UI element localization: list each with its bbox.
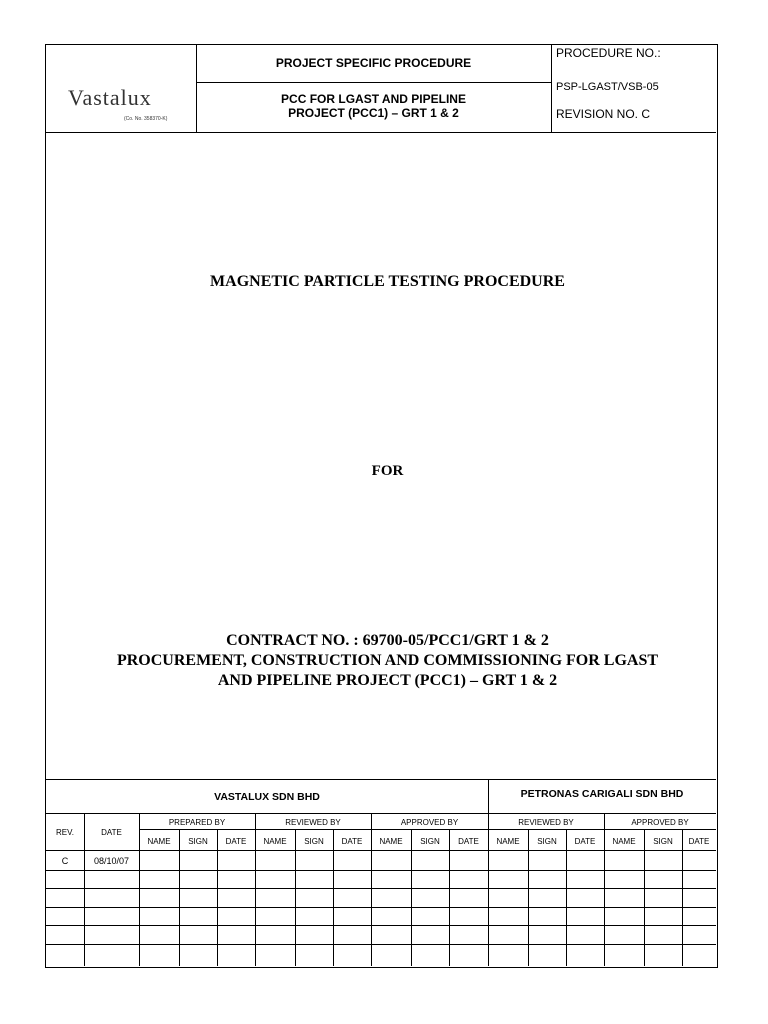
group-client-approved-by: APPROVED BY	[631, 818, 689, 827]
col-rule	[528, 829, 529, 966]
col-rule	[604, 813, 605, 966]
sub-header-sign: SIGN	[188, 837, 208, 846]
sub-header-sign: SIGN	[653, 837, 673, 846]
sub-header-date: DATE	[574, 837, 596, 846]
doc-type-title: PROJECT SPECIFIC PROCEDURE	[275, 56, 472, 70]
table-company-rule	[46, 813, 716, 814]
project-line-2: PROJECT (PCC1) – GRT 1 & 2	[288, 106, 459, 120]
sub-header-sign: SIGN	[304, 837, 324, 846]
revision-no: REVISION NO. C	[556, 107, 651, 121]
document-title: MAGNETIC PARTICLE TESTING PROCEDURE	[210, 273, 565, 290]
sub-header-date: DATE	[688, 837, 710, 846]
sub-header-name: NAME	[379, 837, 403, 846]
col-rule	[179, 829, 180, 966]
table-header-rule	[46, 850, 716, 851]
row-rev-value: C	[61, 856, 69, 866]
col-rule	[371, 813, 372, 966]
row-date-value: 08/10/07	[93, 856, 130, 866]
col-rule	[644, 829, 645, 966]
sub-header-sign: SIGN	[537, 837, 557, 846]
sub-header-name: NAME	[612, 837, 636, 846]
col-rule	[255, 813, 256, 966]
col-rule	[488, 813, 489, 966]
col-rule	[682, 829, 683, 966]
contract-scope-line-1: PROCUREMENT, CONSTRUCTION AND COMMISSIONING FOR LGAST	[116, 652, 659, 669]
sub-header-sign: SIGN	[420, 837, 440, 846]
group-client-reviewed-by: REVIEWED BY	[518, 818, 574, 827]
company-client: PETRONAS CARIGALI SDN BHD	[520, 788, 684, 800]
col-rule	[566, 829, 567, 966]
table-top-rule	[46, 779, 716, 780]
col-rule	[411, 829, 412, 966]
sub-header-date: DATE	[225, 837, 247, 846]
rev-column-header: REV.	[56, 828, 74, 837]
group-reviewed-by: REVIEWED BY	[285, 818, 341, 827]
procedure-no-label: PROCEDURE NO.:	[556, 46, 661, 60]
table-row-rule	[46, 944, 716, 945]
table-row-rule	[46, 925, 716, 926]
company-logo: Vastalux	[68, 85, 152, 110]
logo-registration: (Co. No. 358370-K)	[124, 116, 168, 122]
sub-header-name: NAME	[147, 837, 171, 846]
sub-header-name: NAME	[263, 837, 287, 846]
col-rule	[139, 813, 140, 966]
col-rule	[449, 829, 450, 966]
sub-header-name: NAME	[496, 837, 520, 846]
col-rule	[217, 829, 218, 966]
date-column-header: DATE	[101, 828, 122, 837]
table-row-rule	[46, 907, 716, 908]
project-line-1: PCC FOR LGAST AND PIPELINE	[281, 92, 466, 106]
header-bottom-rule	[46, 132, 716, 133]
table-row-rule	[46, 888, 716, 889]
for-label: FOR	[371, 463, 404, 479]
col-rule	[295, 829, 296, 966]
document-page	[45, 44, 718, 968]
table-row-rule	[46, 870, 716, 871]
col-rule	[333, 829, 334, 966]
group-prepared-by: PREPARED BY	[168, 818, 226, 827]
header-divider-right	[551, 45, 552, 132]
contract-scope-line-2: AND PIPELINE PROJECT (PCC1) – GRT 1 & 2	[217, 672, 558, 689]
company-contractor: VASTALUX SDN BHD	[214, 791, 320, 803]
table-group-rule	[139, 829, 716, 830]
sub-header-date: DATE	[341, 837, 363, 846]
header-mid-rule	[196, 82, 551, 83]
sub-header-date: DATE	[458, 837, 479, 846]
contract-number: CONTRACT NO. : 69700-05/PCC1/GRT 1 & 2	[226, 632, 549, 649]
procedure-no: PSP-LGAST/VSB-05	[556, 81, 659, 93]
group-approved-by: APPROVED BY	[400, 818, 459, 827]
